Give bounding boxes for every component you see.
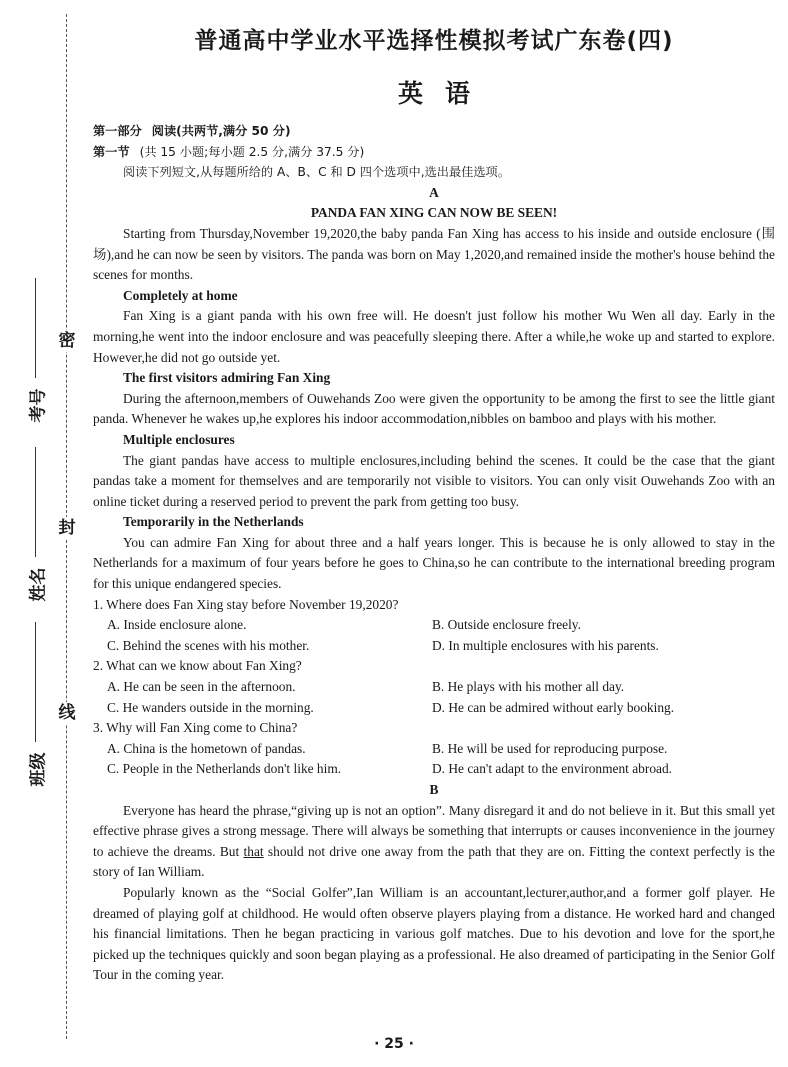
passage-b-letter: B — [429, 782, 439, 797]
part-heading — [93, 121, 775, 142]
option-b: B. He will be used for reproducing purpose. — [432, 740, 668, 756]
option-a: A. He can be seen in the afternoon. — [107, 679, 296, 695]
page-number: · 25 · — [374, 1036, 414, 1052]
passage-a-intro: Starting from Thursday,November 19,2020,the baby panda Fan Xing has access to his inside and outside enclosure (围场),and he can now be seen by visitors. The panda was born on May 1,2020,and remained inside the mother's house behind the scenes for months. — [93, 225, 775, 283]
seal-char-feng: 封 — [56, 517, 78, 539]
passage-a-heading-1: Completely at home — [123, 287, 238, 303]
passage-b-text: Everyone has heard the phrase,“giving up is not an option”. Many disregard it and do not believe in it. But this small yet effective phrase gives a strong message. There will always be something that interrupts or causes inconvenience in the journey to achieve the dreams. But — [93, 802, 775, 859]
class-blank — [35, 622, 36, 742]
section-label: 第一节 — [93, 144, 130, 159]
section-note: (共 15 小题;每小题 2.5 分,满分 37.5 分) — [139, 144, 365, 159]
section-heading — [93, 142, 775, 163]
passage-a-heading-4: Temporarily in the Netherlands — [123, 514, 304, 530]
name-field — [24, 567, 49, 602]
underlined-word: that — [243, 843, 264, 859]
option-c: C. Behind the scenes with his mother. — [107, 637, 310, 653]
question-stem: 1. Where does Fan Xing stay before November 19,2020? — [93, 596, 399, 612]
class-label: 班级 — [28, 752, 49, 787]
option-row — [93, 636, 775, 657]
option-b: B. He plays with his mother all day. — [432, 679, 625, 695]
option-c: C. People in the Netherlands don't like him. — [107, 761, 342, 777]
passage-a-heading-3: Multiple enclosures — [123, 431, 235, 447]
seal-char-xian: 线 — [56, 702, 78, 724]
option-d: D. In multiple enclosures with his parents. — [432, 637, 659, 653]
option-a: A. China is the hometown of pandas. — [107, 740, 306, 756]
option-row — [93, 739, 775, 760]
name-blank — [35, 447, 36, 557]
class-field — [24, 752, 49, 787]
exam-number-label: 考号 — [28, 388, 49, 423]
passage-a-letter: A — [429, 184, 439, 200]
passage-b-text: should not drive one away from the path that they are on. Fitting the context perfectly is the story of Ian William. — [93, 843, 775, 880]
part-name: 阅读(共两节,满分 50 分) — [151, 124, 291, 138]
exam-title: 普通高中学业水平选择性模拟考试广东卷(四) — [194, 28, 674, 54]
binding-margin — [0, 0, 80, 1067]
option-d: D. He can't adapt to the environment abroad. — [432, 761, 673, 777]
option-b: B. Outside enclosure freely. — [432, 617, 581, 633]
option-row — [93, 759, 775, 780]
exam-number-blank — [35, 278, 36, 378]
option-a: A. Inside enclosure alone. — [107, 617, 247, 633]
subject-title: 英语 — [397, 79, 492, 108]
exam-number-field — [24, 388, 49, 423]
passage-b-paragraph-1 — [93, 801, 775, 883]
section-instruction: 阅读下列短文,从每题所给的 A、B、C 和 D 四个选项中,选出最佳选项。 — [123, 165, 510, 180]
option-row — [93, 615, 775, 636]
passage-a-paragraph-1: Fan Xing is a giant panda with his own free will. He doesn't just follow his mother Wu Wen all day. Early in the morning,he went into the indoor enclosure and was peacefully sleeping there. After a while,he woke up and started to explore. However,he did not go outside yet. — [93, 308, 775, 365]
passage-a-paragraph-4: You can admire Fan Xing for about three and a half years longer. This is because he is only allowed to stay in the Netherlands for a maximum of four years before he goes to China,so he can contribute to the international breeding program for this unique endangered species. — [93, 534, 775, 592]
passage-a-heading-2: The first visitors admiring Fan Xing — [123, 370, 331, 386]
passage-a-paragraph-2: During the afternoon,members of Ouwehands Zoo were given the opportunity to be among the first to see the little giant panda. Whenever he wakes up,he explores his indoor accommodation,nibbles on bamboo and plays with his mother. — [93, 390, 775, 427]
option-row — [93, 677, 775, 698]
question-stem: 2. What can we know about Fan Xing? — [93, 658, 302, 674]
option-d: D. He can be admired without early booking. — [432, 699, 675, 715]
option-row — [93, 698, 775, 719]
exam-content — [93, 121, 775, 986]
passage-a-paragraph-3: The giant pandas have access to multiple enclosures,including behind the scenes. It could be the case that the giant pandas take a moment for themselves and are temporarily not visible to visitors. You can only visit Ouwehands Zoo with an online ticket during a reserved period to prevent the park from getting too busy. — [93, 452, 775, 509]
option-c: C. He wanders outside in the morning. — [107, 699, 314, 715]
part-label: 第一部分 — [93, 124, 142, 138]
question-stem: 3. Why will Fan Xing come to China? — [93, 720, 298, 736]
passage-a-title: PANDA FAN XING CAN NOW BE SEEN! — [310, 205, 558, 221]
name-label: 姓名 — [28, 567, 49, 602]
passage-b-paragraph-2: Popularly known as the “Social Golfer”,Ian William is an accountant,lecturer,author,and a former golf player. He dreamed of playing golf at childhood. He would often observe players playing from a distance. He worked hard and changed his financial limitations. Then he began practicing in various golf matches. Due to his devotion and love for the sport,he picked up the techniques quickly and soon began playing as a professional. He also dreamed of participating in the Senior Golf Tour in the coming year. — [93, 884, 775, 983]
seal-char-mi: 密 — [56, 330, 78, 352]
